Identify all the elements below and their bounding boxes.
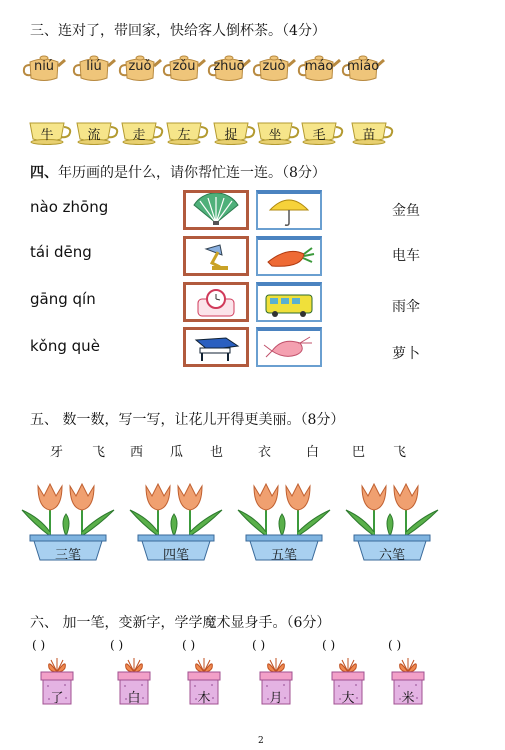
teapot-4 [162,54,206,84]
pinyin-4: kǒng què [30,337,100,355]
gift-box-3 [186,656,222,706]
cup-character: 流 [87,128,101,143]
cup-3 [120,120,168,146]
answer-blank: ( ) [110,638,124,652]
teapot-8 [341,54,385,84]
teapot-pinyin: zǒu [172,59,196,74]
answer-blank: ( ) [252,638,266,652]
teapot-3 [118,54,162,84]
teapot-pinyin: zuò [262,59,286,74]
teapot-2 [72,54,116,84]
carrot-picture [256,236,322,276]
answer-1: 金鱼 [392,203,420,219]
alarm-clock-picture [183,282,249,322]
teapot-pinyin: liú [86,59,102,74]
teapot-6 [252,54,296,84]
teapot-pinyin: miáo [347,59,380,74]
teapot-pinyin: zuǒ [128,59,152,74]
piano-picture [183,327,249,367]
gift-character: 了 [50,691,64,706]
pinyin-1: nào zhōng [30,198,109,216]
teapot-pinyin: máo [304,59,334,74]
gift-character: 大 [341,691,355,706]
stroke-character: 西 [130,445,144,460]
section4-mark: 四、 [30,165,58,181]
pinyin-3: gāng qín [30,290,96,308]
lamp-picture [183,236,249,276]
fan-picture [183,190,249,230]
cup-7 [300,120,348,146]
cup-character: 走 [132,128,146,143]
stroke-character: 牙 [50,445,64,460]
teapot-pinyin: zhuō [213,59,245,74]
stroke-character: 衣 [258,445,272,460]
flower-pot-3 [236,474,332,566]
teapot-1 [22,54,66,84]
stroke-character: 也 [210,445,224,460]
gift-character: 木 [197,691,211,706]
page-number: 2 [258,736,264,746]
gift-box-4 [258,656,294,706]
cup-character: 苗 [362,128,376,143]
gift-character: 白 [127,691,141,706]
pinyin-2: tái dēng [30,243,92,261]
bus-picture [256,282,322,322]
section4-title [30,162,326,182]
stroke-character: 飞 [92,445,106,460]
teapot-pinyin: niú [33,59,55,74]
flower-pot-1 [20,474,116,566]
gift-box-2 [116,656,152,706]
cup-6 [256,120,304,146]
section5-title: 五、 数一数，写一写，让花儿开得更美丽。（8分） [30,412,345,428]
answer-4: 萝卜 [392,346,420,362]
answer-blank: ( ) [322,638,336,652]
answer-3: 雨伞 [392,299,420,315]
answer-2: 电车 [392,248,420,264]
cup-1 [28,120,76,146]
pot-label: 五笔 [270,548,297,563]
answer-blank: ( ) [182,638,196,652]
umbrella-picture [256,190,322,230]
gift-character: 月 [269,691,283,706]
gift-box-5 [330,656,366,706]
stroke-character: 飞 [393,445,407,460]
cup-8 [350,120,398,146]
cup-character: 坐 [268,128,282,143]
shrimp-picture [256,327,322,367]
cup-character: 捉 [224,128,238,143]
cup-character: 毛 [312,128,326,143]
gift-box-6 [390,656,426,706]
pot-label: 六笔 [378,548,405,563]
answer-blank: ( ) [32,638,46,652]
stroke-character: 白 [306,445,320,460]
pot-label: 四笔 [162,548,189,563]
stroke-character: 巴 [352,445,366,460]
section4-text: 年历画的是什么，请你帮忙连一连。（8分） [58,165,326,181]
answer-blank: ( ) [388,638,402,652]
stroke-character: 瓜 [170,445,184,460]
cup-2 [75,120,123,146]
pot-label: 三笔 [54,548,81,563]
gift-box-1 [39,656,75,706]
cup-4 [165,120,213,146]
cup-character: 左 [177,128,191,143]
cup-5 [212,120,260,146]
gift-character: 米 [401,691,415,706]
flower-pot-4 [344,474,440,566]
cup-character: 牛 [40,128,54,143]
teapot-5 [207,54,251,84]
teapot-7 [297,54,341,84]
section6-title: 六、 加一笔，变新字，学学魔术显身手。（6分） [30,615,331,631]
flower-pot-2 [128,474,224,566]
section3-title: 三、连对了，带回家，快给客人倒杯茶。（4分） [30,23,326,39]
